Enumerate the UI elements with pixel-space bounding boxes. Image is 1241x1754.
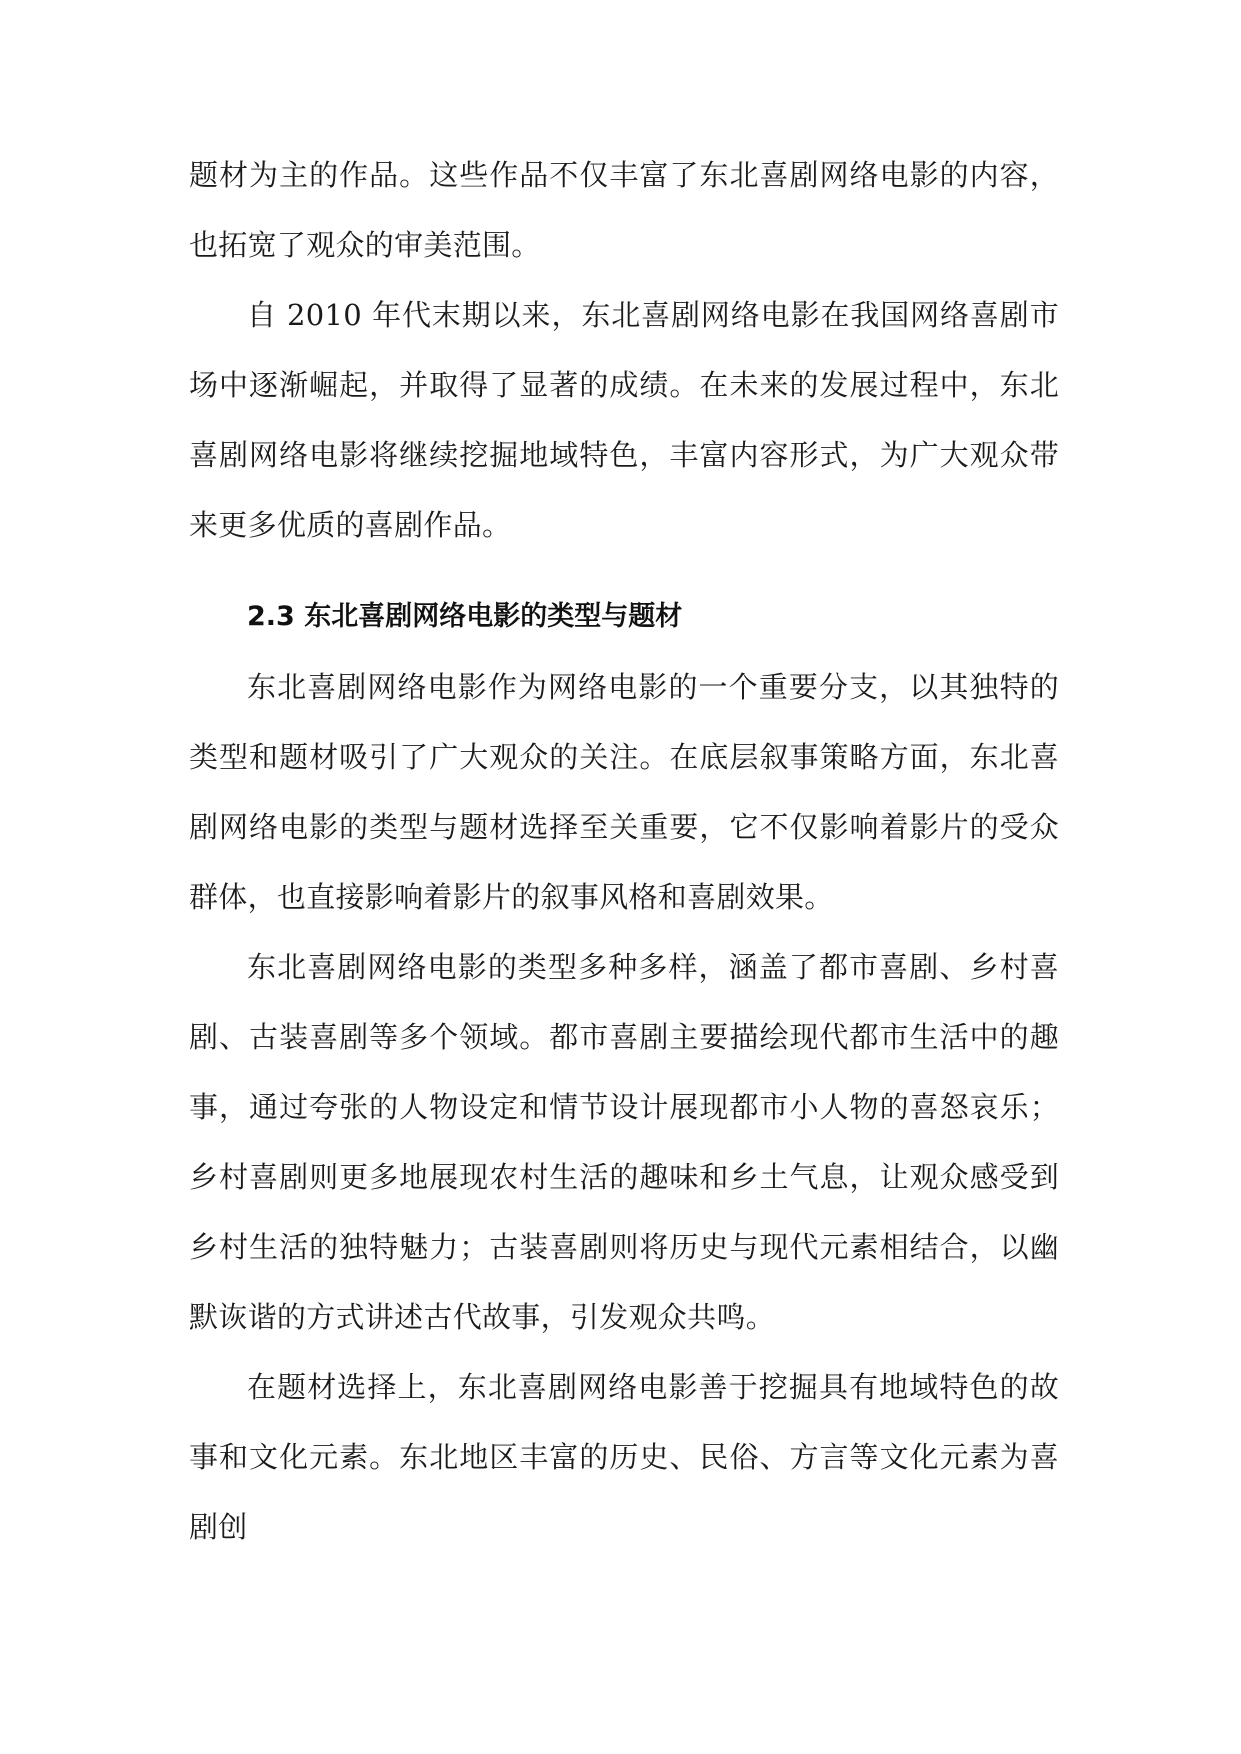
paragraph-intro: 东北喜剧网络电影作为网络电影的一个重要分支，以其独特的类型和题材吸引了广大观众的关注。在底层叙事策略方面，东北喜剧网络电影的类型与题材选择至关重要，它不仅影响着影片的受众群体，也直接影响着影片的叙事风格和喜剧效果。 (189, 670, 1059, 914)
paragraph-development: 自 2010 年代末期以来，东北喜剧网络电影在我国网络喜剧市场中逐渐崛起，并取得了显著的成绩。在未来的发展过程中，东北喜剧网络电影将继续挖掘地域特色，丰富内容形式，为广大观众带来更多优质的喜剧作品。 (189, 298, 1059, 542)
paragraph-themes: 在题材选择上，东北喜剧网络电影善于挖掘具有地域特色的故事和文化元素。东北地区丰富的历史、民俗、方言等文化元素为喜剧创 (189, 1370, 1059, 1544)
document-body (189, 140, 1059, 1562)
paragraph-types: 东北喜剧网络电影的类型多种多样，涵盖了都市喜剧、乡村喜剧、古装喜剧等多个领域。都市喜剧主要描绘现代都市生活中的趣事，通过夸张的人物设定和情节设计展现都市小人物的喜怒哀乐；乡村喜剧则更多地展现农村生活的趣味和乡土气息，让观众感受到乡村生活的独特魅力；古装喜剧则将历史与现代元素相结合，以幽默诙谐的方式讲述古代故事，引发观众共鸣。 (189, 950, 1059, 1334)
paragraph-continuation: 题材为主的作品。这些作品不仅丰富了东北喜剧网络电影的内容，也拓宽了观众的审美范围。 (189, 158, 1059, 262)
section-heading: 2.3 东北喜剧网络电影的类型与题材 (247, 601, 683, 632)
